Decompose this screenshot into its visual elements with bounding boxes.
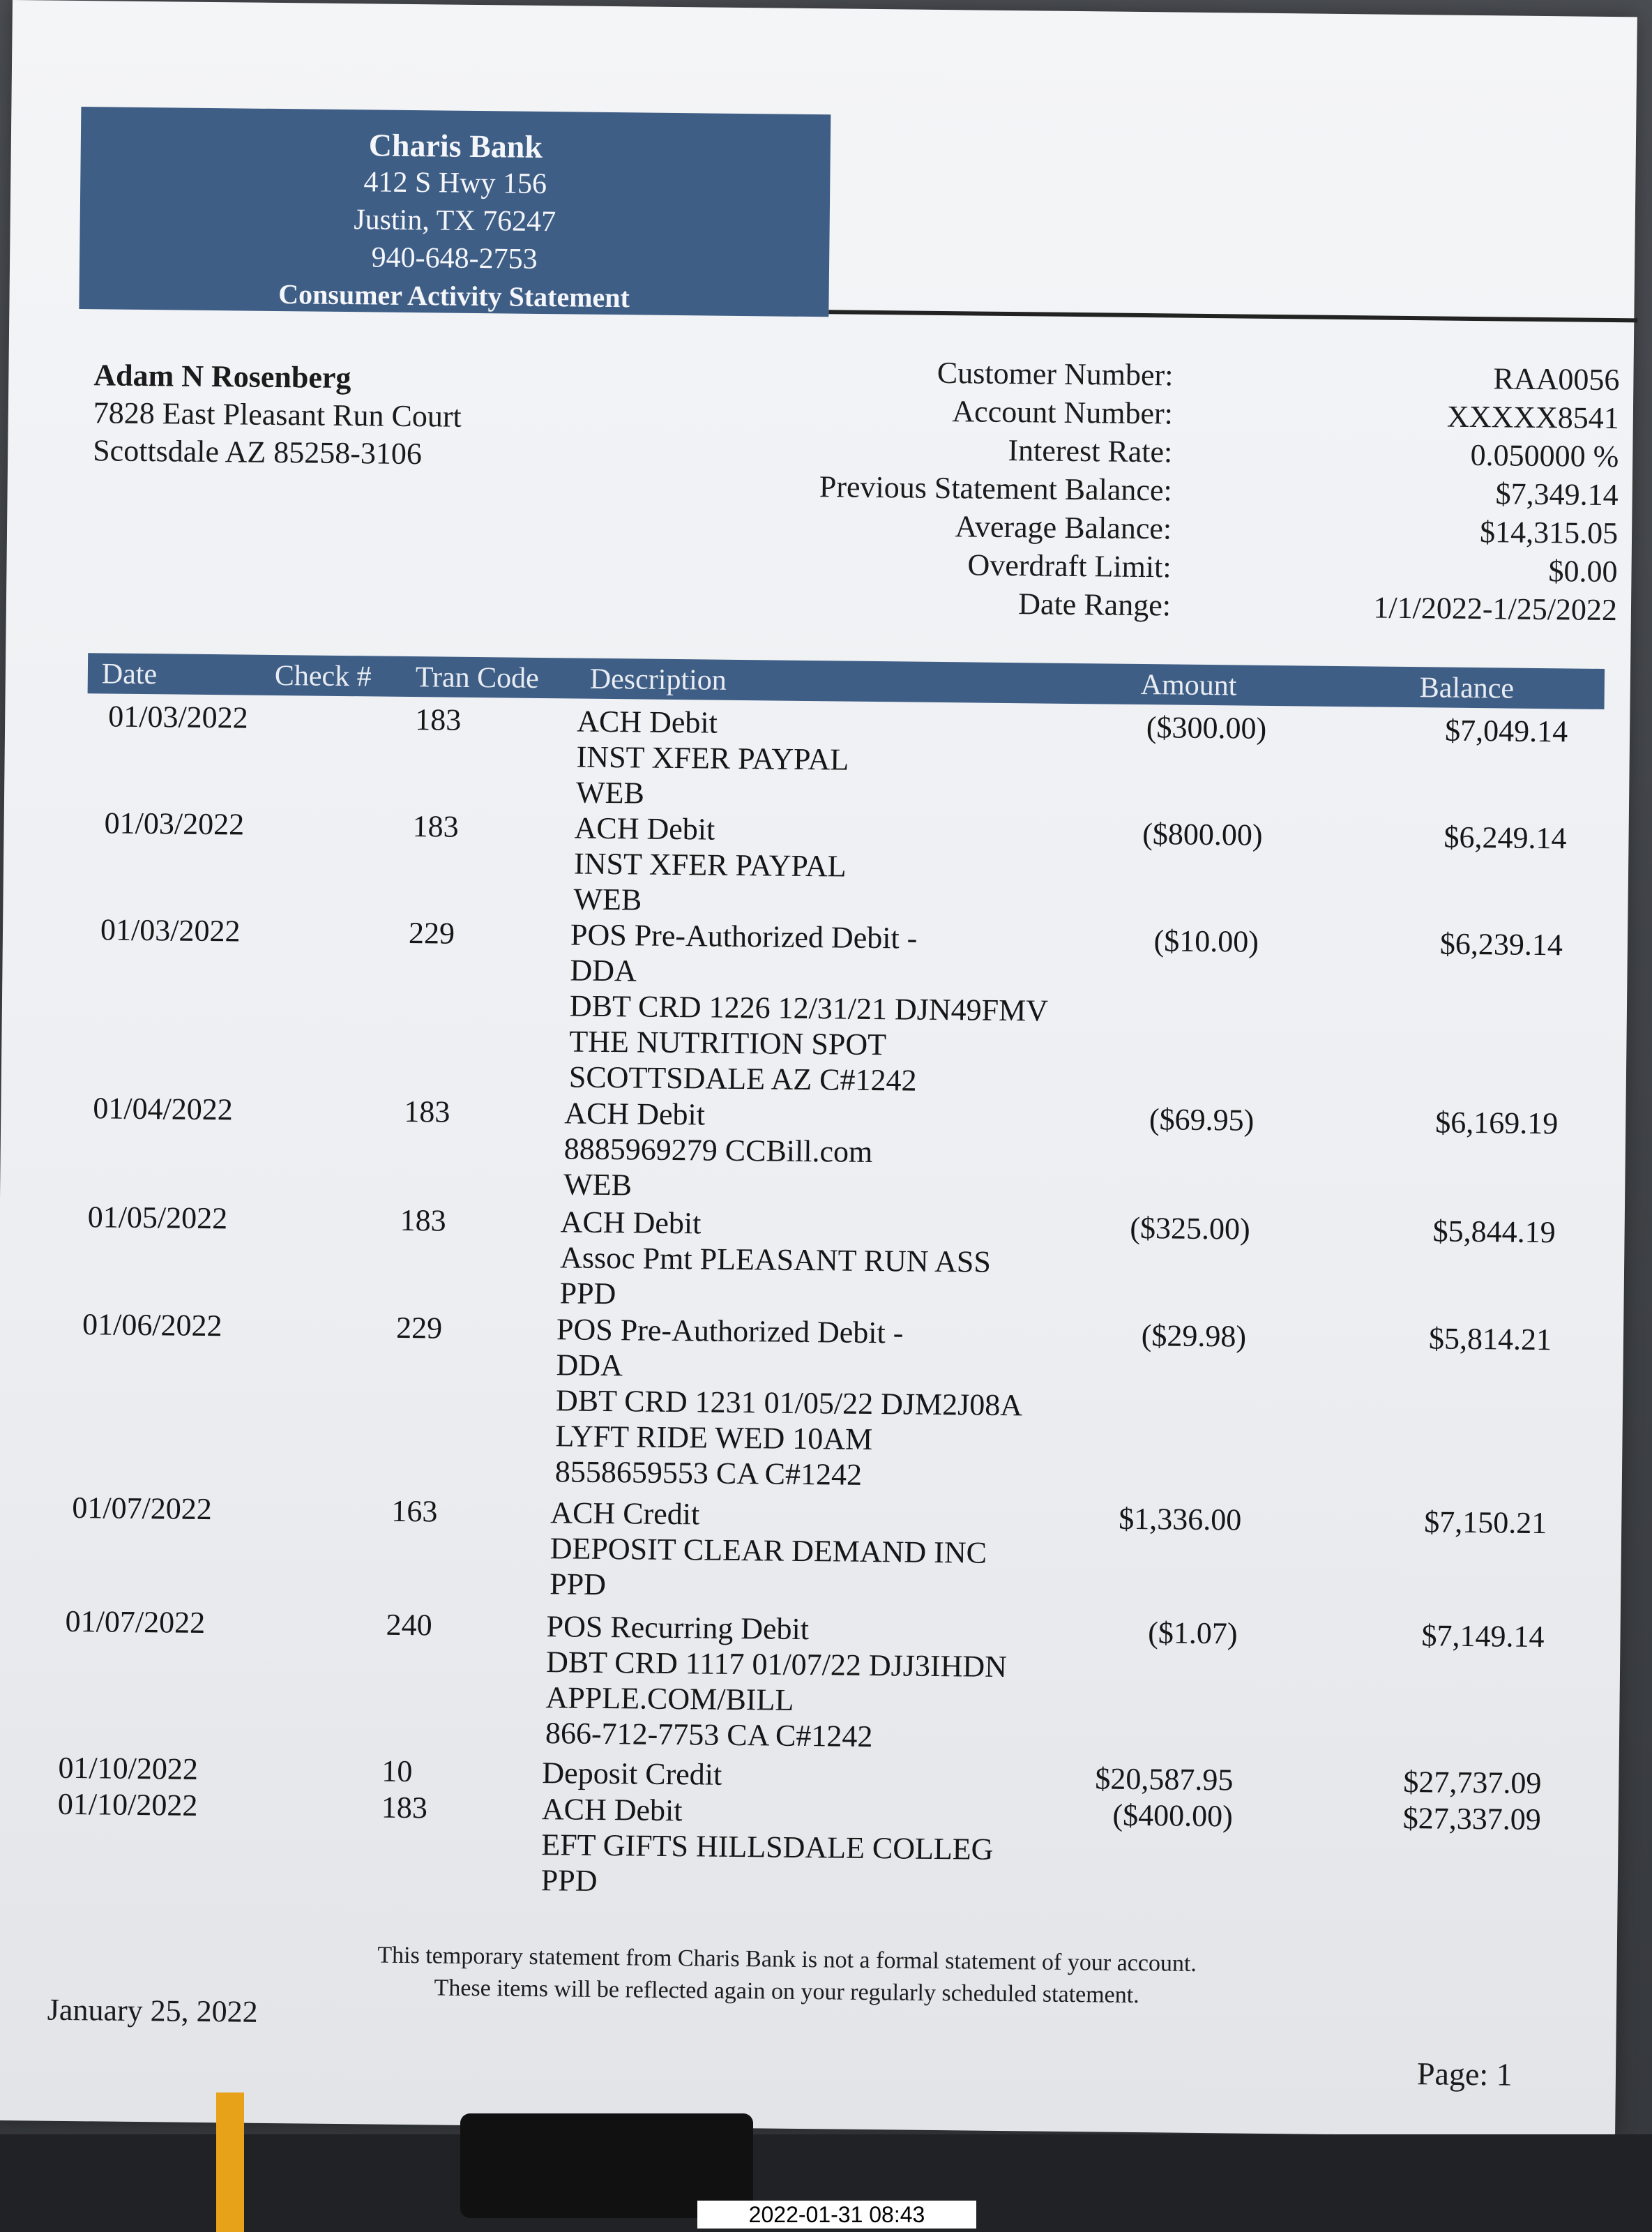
tx-description [555,1311,1024,1494]
tx-code: 183 [381,1790,428,1825]
summary-value: $14,315.05 [1479,515,1619,551]
tx-amount: ($10.00) [1153,923,1259,959]
tx-date: 01/05/2022 [87,1200,228,1236]
summary-label: Interest Rate: [1008,432,1173,469]
tx-balance: $7,149.14 [1421,1618,1545,1654]
tx-date: 01/07/2022 [72,1491,213,1527]
tx-description [559,1204,991,1315]
column-header-amount: Amount [1140,668,1237,702]
tx-description-line: EFT GIFTS HILLSDALE COLLEG [541,1827,994,1867]
customer-street: 7828 East Pleasant Run Court [93,395,462,434]
tx-amount: ($29.98) [1141,1318,1247,1354]
tx-date: 01/06/2022 [82,1307,222,1343]
tx-description-line: DDA [570,953,637,988]
summary-label: Date Range: [1018,587,1172,623]
tx-description-line: SCOTTSDALE AZ C#1242 [568,1060,917,1098]
tx-date: 01/03/2022 [100,912,241,949]
tx-description-line: WEB [575,775,645,810]
tx-amount: ($1.07) [1148,1615,1238,1651]
summary-label: Customer Number: [937,355,1174,393]
tx-balance: $5,814.21 [1428,1321,1552,1357]
bank-address-line2: Justin, TX 76247 [354,204,556,239]
tx-description-line: APPLE.COM/BILL [545,1680,794,1717]
tx-date: 01/10/2022 [58,1750,199,1786]
tx-code: 240 [386,1607,432,1643]
tx-description-line: INST XFER PAYPAL [573,846,847,884]
tx-description [541,1791,994,1903]
table-row [0,1603,1648,1754]
notice-line: This temporary statement from Charis Bank is not a formal statement of your account. [377,1942,1197,1977]
summary-label: Overdraft Limit: [967,548,1172,585]
tx-description-line: Assoc Pmt PLEASANT RUN ASS [559,1240,992,1279]
customer-address-block [93,356,462,474]
summary-value: $0.00 [1548,554,1618,589]
tx-description [563,1095,873,1205]
tx-balance: $6,249.14 [1443,820,1567,856]
tx-amount: ($800.00) [1142,817,1263,852]
tx-date: 01/03/2022 [107,699,248,735]
tx-date: 01/04/2022 [93,1091,234,1127]
tx-description-line: POS Recurring Debit [546,1609,810,1647]
tx-code: 10 [381,1754,413,1789]
tx-description [569,917,1049,1099]
tx-code: 229 [395,1310,443,1345]
tx-description-line: ACH Debit [560,1205,702,1241]
tx-code: 183 [412,809,459,844]
tx-amount: ($325.00) [1130,1210,1250,1246]
tx-amount: ($300.00) [1146,710,1267,746]
column-header-check: Check # [274,659,372,693]
tx-balance: $6,239.14 [1439,926,1563,963]
tx-amount: $20,587.95 [1095,1761,1234,1797]
customer-city: Scottsdale AZ 85258-3106 [92,433,423,472]
tx-date: 01/07/2022 [65,1604,206,1641]
tx-description-line: ACH Debit [576,704,718,740]
tx-balance: $27,737.09 [1403,1765,1542,1801]
bank-address-line1: 412 S Hwy 156 [363,166,547,201]
tx-description-line: 8558659553 CA C#1242 [554,1454,863,1492]
summary-value: RAA0056 [1493,361,1620,398]
summary-value: $7,349.14 [1495,476,1619,513]
tx-description [545,1608,1008,1756]
tx-code: 183 [400,1202,446,1238]
column-header-tran-code: Tran Code [415,661,540,695]
tx-description-line: ACH Debit [541,1792,683,1828]
temporary-statement-notice [368,1940,1206,2013]
photo-timestamp: 2022-01-31 08:43 [697,2201,976,2229]
tx-description-line: DEPOSIT CLEAR DEMAND INC [550,1531,987,1570]
header-divider [828,310,1637,322]
tx-description-line: PPD [559,1276,616,1311]
tx-description [550,1495,987,1606]
tx-description-line: ACH Debit [564,1096,706,1132]
tx-description-line: LYFT RIDE WED 10AM [555,1419,873,1457]
notice-line: These items will be reflected again on your regularly scheduled statement. [434,1975,1139,2009]
bank-name: Charis Bank [368,127,543,165]
bank-phone: 940-648-2753 [371,241,538,276]
tx-description-line: ACH Debit [574,810,715,847]
tx-balance: $7,049.14 [1444,713,1568,749]
column-header-description: Description [589,663,727,697]
statement-title: Consumer Activity Statement [278,278,630,314]
tx-description [542,1755,722,1793]
tx-description-line: THE NUTRITION SPOT [569,1024,887,1062]
pencil-object [216,2092,244,2232]
tx-description-line: Deposit Credit [542,1756,722,1792]
tx-description-line: DDA [556,1348,623,1383]
tx-description-line: DBT CRD 1117 01/07/22 DJJ3IHDN [545,1645,1008,1684]
summary-value: 1/1/2022-1/25/2022 [1373,590,1618,628]
tx-description-line: PPD [540,1863,598,1898]
tx-description-line: WEB [573,882,642,917]
tx-code: 163 [391,1493,438,1529]
tx-amount: ($400.00) [1112,1797,1234,1834]
statement-date: January 25, 2022 [47,1992,258,2029]
tx-description [576,704,849,813]
tx-balance: $5,844.19 [1432,1214,1556,1250]
tx-description-line: 866-712-7753 CA C#1242 [545,1716,873,1754]
tx-date: 01/10/2022 [57,1786,198,1823]
tx-description-line: DBT CRD 1231 01/05/22 DJM2J08A [555,1383,1023,1423]
customer-name: Adam N Rosenberg [93,358,351,395]
tx-balance: $6,169.19 [1435,1105,1559,1141]
tx-description [573,810,847,920]
tx-description-line: WEB [563,1167,632,1202]
transaction-table-header [88,653,1605,709]
tx-amount: $1,336.00 [1119,1501,1242,1537]
summary-label: Account Number: [952,394,1174,431]
tx-description-line: POS Pre-Authorized Debit - [570,917,918,956]
tx-description-line: ACH Credit [550,1495,700,1532]
bank-header [79,107,831,317]
page-number: Page: 1 [1416,2056,1513,2092]
tx-description-line: PPD [550,1567,607,1602]
tx-description-line: DBT CRD 1226 12/31/21 DJN49FMV [569,988,1049,1028]
column-header-date: Date [101,658,158,691]
tx-description-line: 8885969279 CCBill.com [563,1131,873,1170]
table-row [0,1786,1646,1898]
tx-description-line: INST XFER PAYPAL [576,739,849,777]
tx-code: 183 [414,702,462,737]
tx-code: 183 [404,1094,450,1129]
tx-amount: ($69.95) [1149,1102,1255,1138]
summary-label: Previous Statement Balance: [819,469,1172,508]
tx-balance: $27,337.09 [1402,1801,1542,1837]
summary-label: Average Balance: [955,509,1172,546]
tx-date: 01/03/2022 [104,806,245,842]
tx-description-line: POS Pre-Authorized Debit - [556,1312,904,1350]
tx-balance: $7,150.21 [1424,1505,1547,1541]
summary-value: XXXXX8541 [1446,399,1620,436]
tx-code: 229 [408,916,455,951]
account-summary [585,352,1620,631]
summary-value: 0.050000 % [1470,437,1619,474]
column-header-balance: Balance [1419,672,1515,705]
